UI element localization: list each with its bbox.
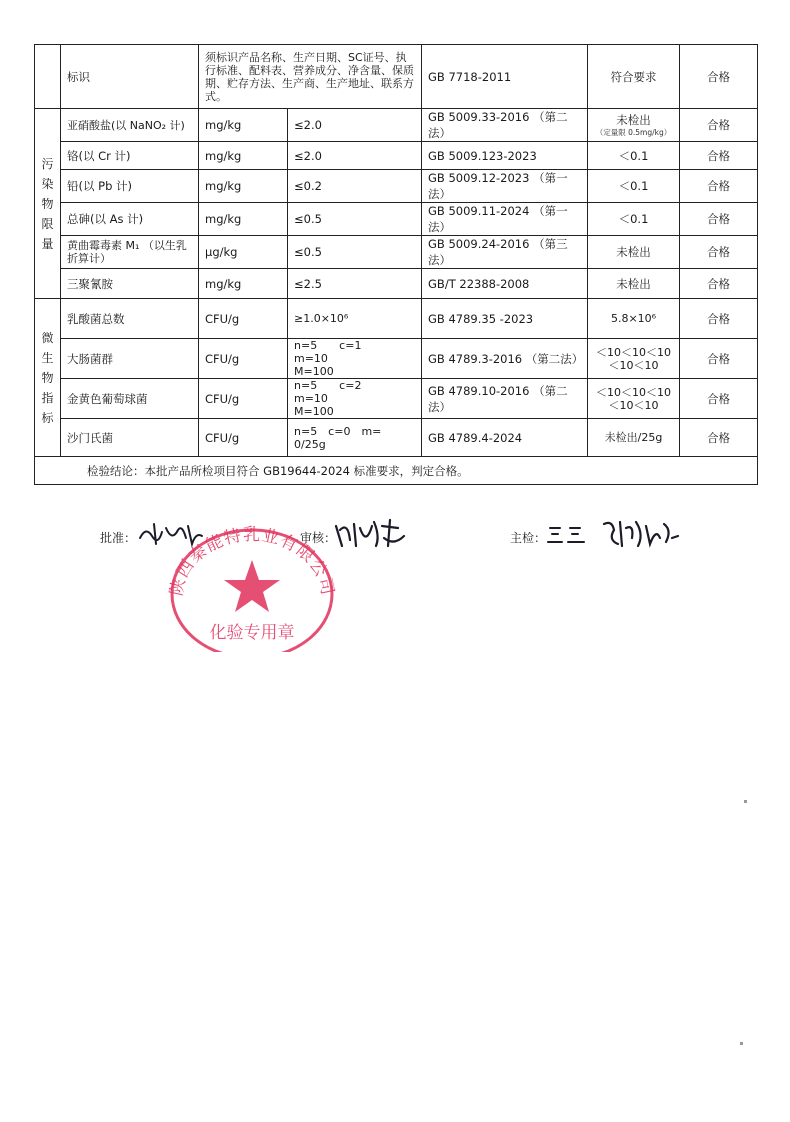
method: GB 4789.35 -2023 <box>422 299 588 339</box>
limit: ≤0.2 <box>288 170 422 203</box>
method: GB 4789.10-2016 （第二法） <box>422 379 588 419</box>
table-row <box>35 299 758 339</box>
company-seal <box>162 512 342 652</box>
conclusion-row <box>35 457 758 485</box>
limit: ≥1.0×10⁶ <box>288 299 422 339</box>
result: ＜10＜10＜10 ＜10＜10 <box>588 379 680 419</box>
judgment: 合格 <box>680 379 758 419</box>
method: GB 5009.12-2023 （第一法） <box>422 170 588 203</box>
inspector-signature-2 <box>600 516 682 552</box>
result <box>588 203 680 236</box>
item-name: 铬(以 Cr 计) <box>61 142 199 170</box>
result: 5.8×10⁶ <box>588 299 680 339</box>
judgment: 合格 <box>680 299 758 339</box>
judgment: 合格 <box>680 170 758 203</box>
method: GB/T 22388-2008 <box>422 269 588 299</box>
limit: ≤2.0 <box>288 109 422 142</box>
result-value: 未检出 <box>616 276 651 291</box>
quantification-limit-note: （定量限 0.5mg/kg） <box>595 128 672 137</box>
unit: mg/kg <box>199 109 288 142</box>
result: 符合要求 <box>588 45 680 109</box>
limit: ≤0.5 <box>288 236 422 269</box>
result: 未检出/25g <box>588 419 680 457</box>
table-row <box>35 269 758 299</box>
result-value: 未检出 <box>616 113 651 127</box>
unit: μg/kg <box>199 236 288 269</box>
judgment: 合格 <box>680 339 758 379</box>
item-name: 总砷(以 As 计) <box>61 203 199 236</box>
table-row <box>35 109 758 142</box>
requirement: 须标识产品名称、生产日期、SC证号、执行标准、配料表、营养成分、净含量、保质期、贮存方法、生产商、生产地址、联系方式。 <box>199 45 422 109</box>
seal-ring-text: 陕西秦能特乳业有限公司 <box>166 525 338 598</box>
limit: n=5 c=0 m= 0/25g <box>288 419 422 457</box>
method: GB 7718-2011 <box>422 45 588 109</box>
table-row <box>35 170 758 203</box>
result: ＜10＜10＜10 ＜10＜10 <box>588 339 680 379</box>
table-row <box>35 142 758 170</box>
unit: CFU/g <box>199 379 288 419</box>
inspector-signature-1 <box>546 520 590 548</box>
unit: CFU/g <box>199 419 288 457</box>
item-name: 亚硝酸盐(以 NaNO₂ 计) <box>61 109 199 142</box>
unit: CFU/g <box>199 299 288 339</box>
scan-speck <box>744 800 747 803</box>
judgment: 合格 <box>680 203 758 236</box>
judgment: 合格 <box>680 269 758 299</box>
result <box>588 142 680 170</box>
scan-speck <box>740 1042 743 1045</box>
method: GB 5009.24-2016 （第三法） <box>422 236 588 269</box>
empty-category-cell <box>35 45 61 109</box>
method: GB 5009.33-2016 （第二法） <box>422 109 588 142</box>
limit: ≤0.5 <box>288 203 422 236</box>
result-value: ＜0.1 <box>618 212 649 226</box>
item-name: 铅(以 Pb 计) <box>61 170 199 203</box>
result-value: 未检出 <box>616 245 651 259</box>
result <box>588 109 680 142</box>
judgment: 合格 <box>680 109 758 142</box>
item-name: 金黄色葡萄球菌 <box>61 379 199 419</box>
reviewer-signature <box>332 516 408 552</box>
result-value: ＜0.1 <box>618 179 649 193</box>
table-row <box>35 339 758 379</box>
judgment: 合格 <box>680 142 758 170</box>
judgment: 合格 <box>680 45 758 109</box>
category-micro: 微生物指标 <box>35 299 61 457</box>
unit: mg/kg <box>199 142 288 170</box>
unit: mg/kg <box>199 170 288 203</box>
item-name: 大肠菌群 <box>61 339 199 379</box>
conclusion-text: 检验结论：本批产品所检项目符合 GB19644-2024 标准要求，判定合格。 <box>35 457 758 485</box>
inspect-label: 主检： <box>510 531 547 545</box>
result <box>588 170 680 203</box>
method: GB 5009.123-2023 <box>422 142 588 170</box>
seal-center-text: 化验专用章 <box>209 623 295 643</box>
table-row <box>35 419 758 457</box>
limit: n=5 c=1 m=10 M=100 <box>288 339 422 379</box>
item-name: 沙门氏菌 <box>61 419 199 457</box>
table-row <box>35 45 758 109</box>
unit: CFU/g <box>199 339 288 379</box>
limit: ≤2.5 <box>288 269 422 299</box>
table-row <box>35 203 758 236</box>
item-name: 乳酸菌总数 <box>61 299 199 339</box>
table-row <box>35 379 758 419</box>
unit: mg/kg <box>199 269 288 299</box>
judgment: 合格 <box>680 236 758 269</box>
result <box>588 236 680 269</box>
seal-star-icon <box>224 560 280 612</box>
item-name: 黄曲霉毒素 M₁ （以生乳折算计） <box>61 236 199 269</box>
result <box>588 269 680 299</box>
result-value: ＜0.1 <box>618 148 649 163</box>
item-name: 三聚氰胺 <box>61 269 199 299</box>
method: GB 4789.4-2024 <box>422 419 588 457</box>
category-contaminant: 污染物限量 <box>35 109 61 299</box>
inspection-table <box>34 44 758 485</box>
method: GB 4789.3-2016 （第二法） <box>422 339 588 379</box>
judgment: 合格 <box>680 419 758 457</box>
approve-label: 批准： <box>100 531 137 545</box>
method: GB 5009.11-2024 （第一法） <box>422 203 588 236</box>
review-label: 审核： <box>300 531 337 545</box>
limit: n=5 c=2 m=10 M=100 <box>288 379 422 419</box>
table-row <box>35 236 758 269</box>
limit: ≤2.0 <box>288 142 422 170</box>
item-name: 标识 <box>61 45 199 109</box>
unit: mg/kg <box>199 203 288 236</box>
